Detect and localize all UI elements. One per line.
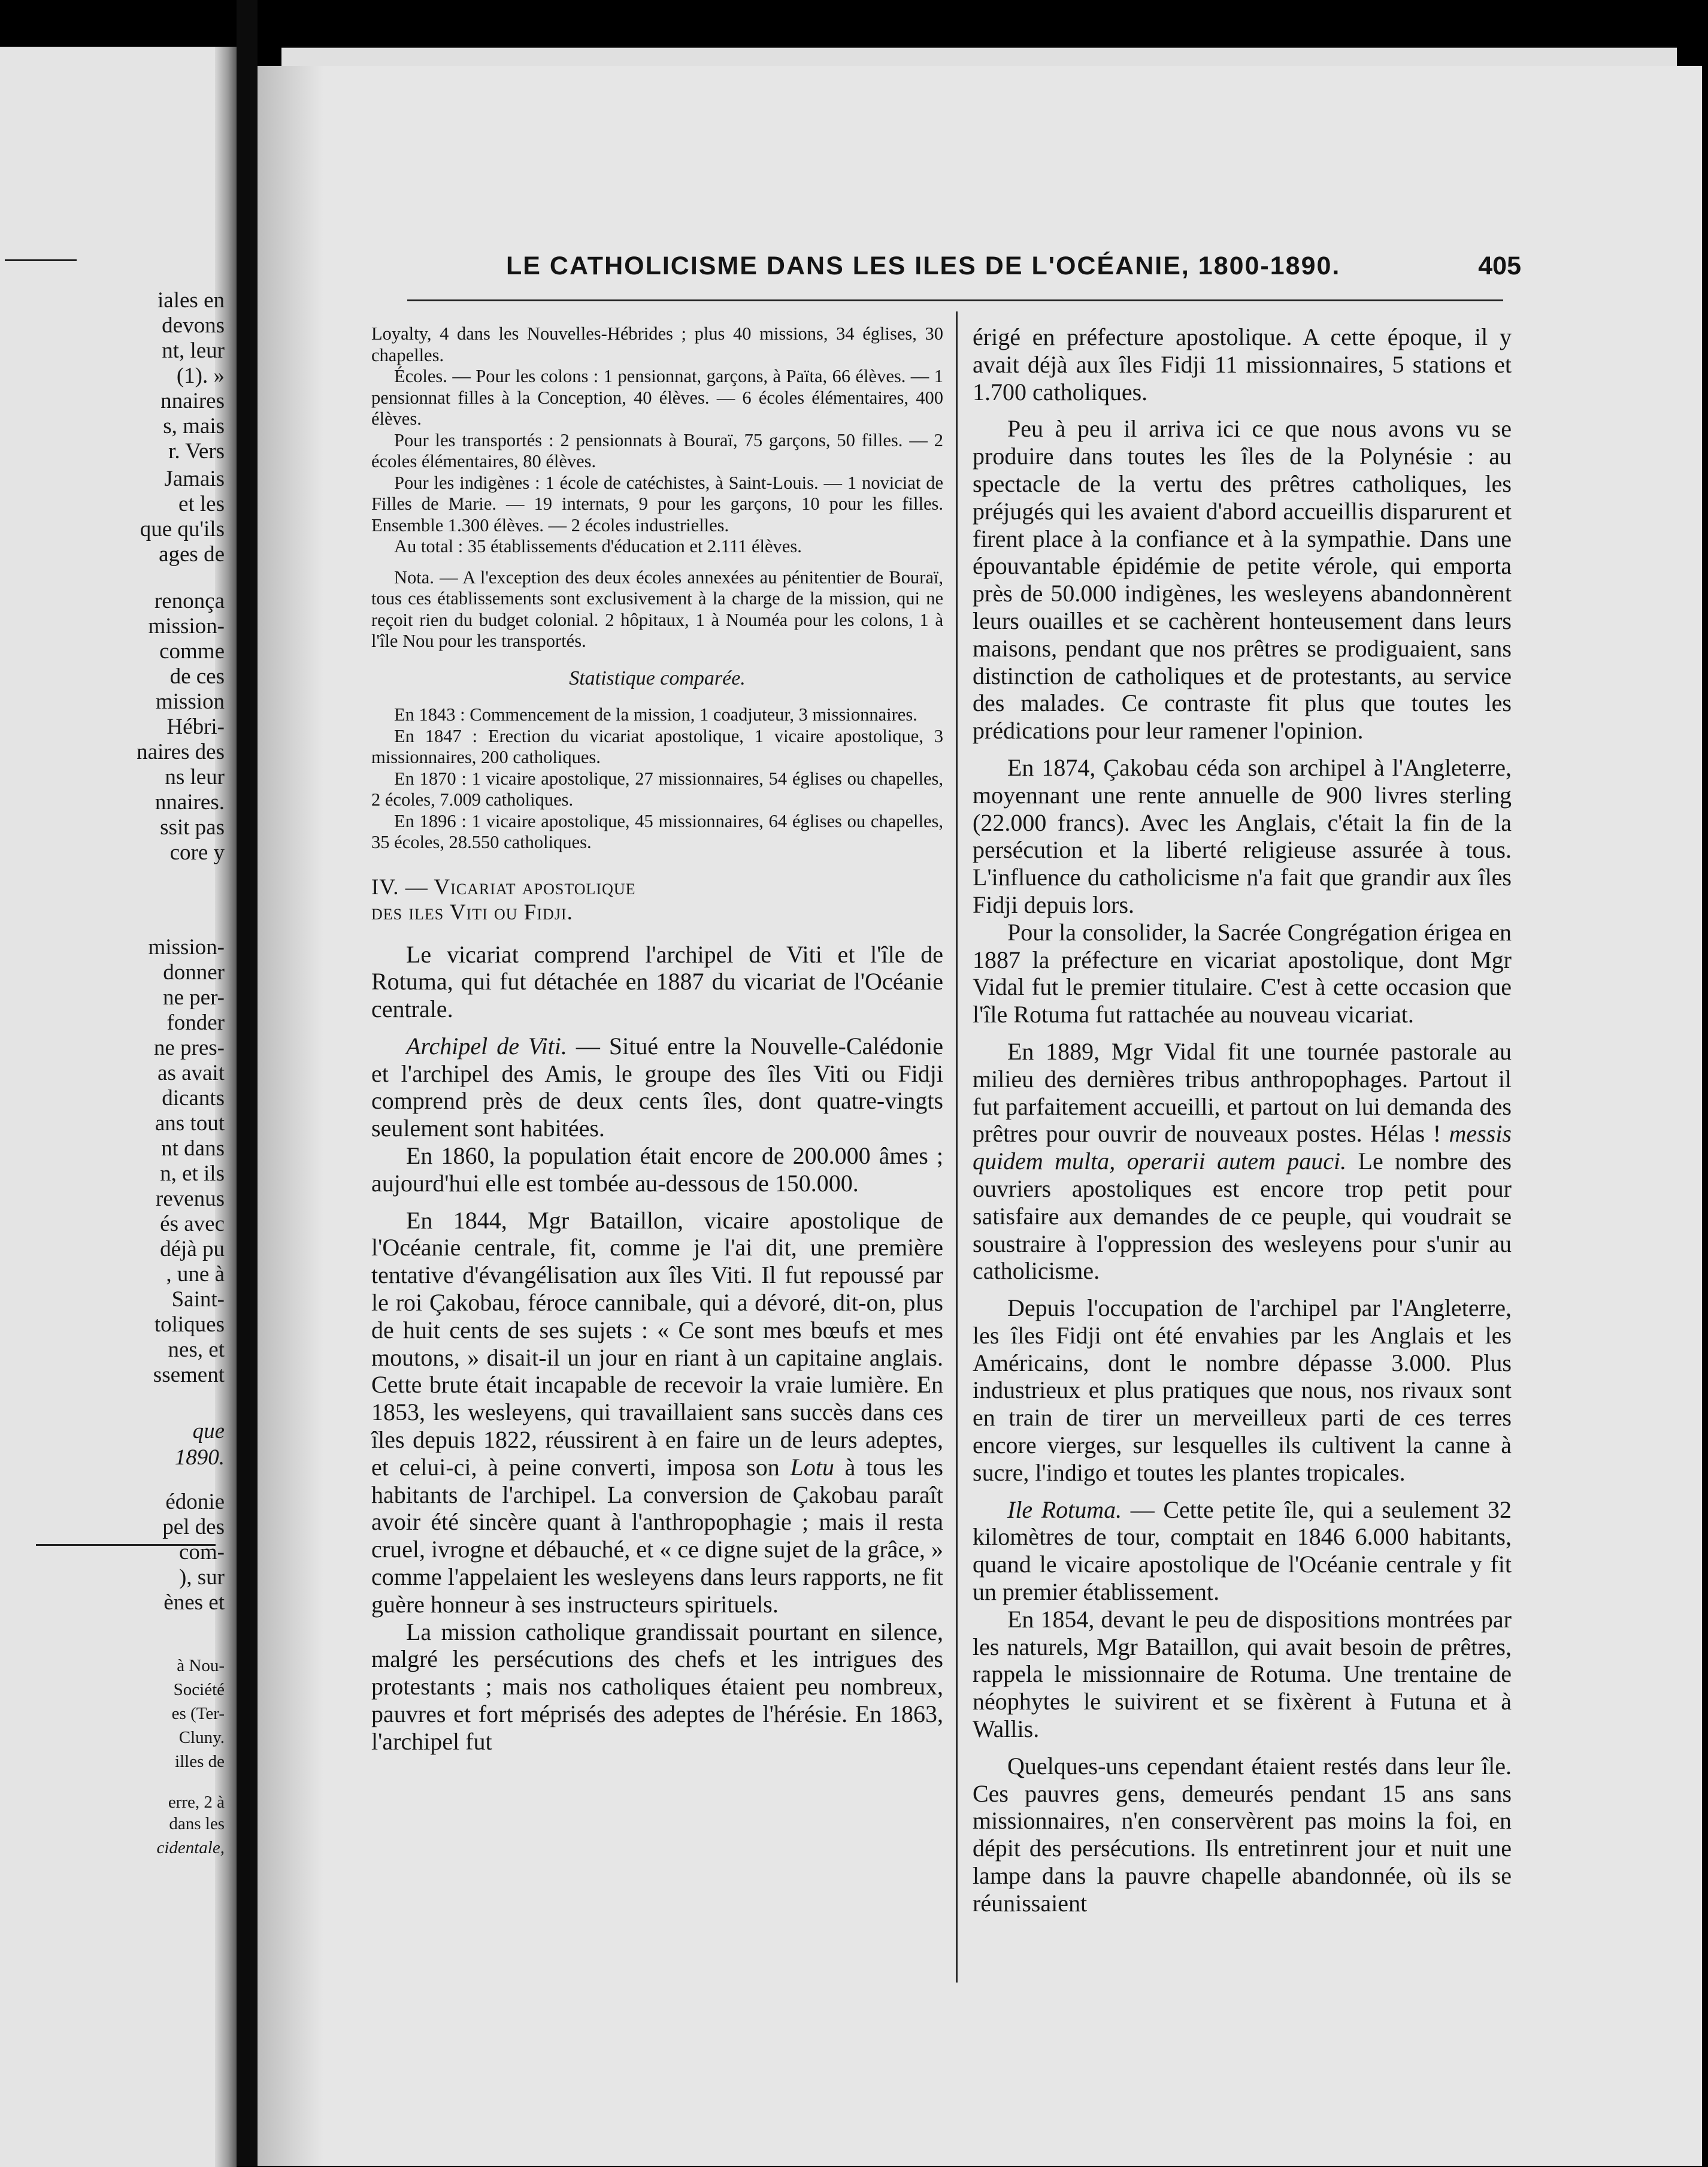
paragraph-ecoles: Écoles. — Pour les colons : 1 pensionnat, garçons, à Païta, 66 élèves. — 1 pensionnat filles à la Conception, 40 élèves. — 6 écoles élémentaires, 400 élèves. (371, 366, 943, 429)
left-page-fragment: mission (155, 689, 225, 714)
left-page-fragment: com- (178, 1540, 225, 1564)
running-header (506, 252, 1521, 293)
left-page-fragment: es (Ter- (171, 1704, 225, 1723)
left-page-fragment: iales en (158, 288, 225, 313)
left-page-fragment: cidentale, (156, 1838, 225, 1857)
paragraph-transportes: Pour les transportés : 2 pensionnats à Bouraï, 75 garçons, 50 filles. — 2 écoles élémentaires, 80 élèves. (371, 429, 943, 471)
left-page-fragment: édonie (165, 1490, 225, 1514)
left-page-fragment: à Nou- (177, 1656, 225, 1675)
left-page-fragment: fonder (166, 1010, 225, 1035)
paragraph-indigenes: Pour les indigènes : 1 école de catéchistes, à Saint-Louis. — 1 noviciat de Filles de Marie. — 19 internats, 9 pour les garçons, 10 pour les filles. Ensemble 1.300 élèves. — 2 écoles industrielles. (371, 472, 943, 535)
left-page-fragment: dans les (169, 1814, 225, 1833)
left-page-fragment: 1890. (174, 1445, 225, 1470)
paragraph-consolider: Pour la consolider, la Sacrée Congrégation érigea en 1887 la préfecture en vicariat apostolique, dont Mgr Vidal fut le premier titulaire. C'est à cette occasion que l'île Rotuma fut rattachée au nouveau vicariat. (973, 918, 1512, 1028)
paragraph-1860: En 1860, la population était encore de 200.000 âmes ; aujourd'hui elle est tombée au-dessous de 150.000. (371, 1142, 943, 1197)
left-page-fragment: mission- (148, 935, 225, 960)
left-page-fragment: Hébri- (166, 715, 225, 739)
section-title-line-1: IV. — Vicariat apostolique (371, 874, 636, 900)
left-page-fragment: naires des (137, 740, 225, 764)
left-column (371, 323, 943, 1756)
paragraph-1854: En 1854, devant le peu de dispositions montrées par les naturels, Mgr Bataillon, qui avait besoin de prêtres, rappela le missionnaire de Rotuma. Une trentaine de néophytes le suivirent et se fixèrent à Futuna et à Wallis. (973, 1605, 1512, 1743)
left-page-fragment: ne pres- (153, 1036, 225, 1060)
left-page-fragment: és avec (160, 1212, 225, 1236)
left-page-fragment: Jamais (164, 467, 225, 491)
paragraph-loyalty: Loyalty, 4 dans les Nouvelles-Hébrides ; plus 40 missions, 34 églises, 30 chapelles. (371, 323, 943, 365)
left-page-fragment: nt, leur (162, 338, 225, 363)
paragraph-1889-part-a: En 1889, Mgr Vidal fit une tournée pastorale au milieu des dernières tribus anthropophages. Partout il fut parfaitement accueilli, et partout on lui demanda des prêtres pour ouvrir de nouveaux postes. Hélas ! (973, 1037, 1512, 1148)
paragraph-total: Au total : 35 établissements d'éducation et 2.111 élèves. (394, 536, 802, 556)
statistic-1896: En 1896 : 1 vicaire apostolique, 45 missionnaires, 64 églises ou chapelles, 35 écoles, 28.550 catholiques. (371, 810, 943, 852)
left-page-fragment: ne per- (163, 985, 225, 1010)
column-divider (956, 311, 958, 1983)
statistic-1847: En 1847 : Erection du vicariat apostolique, 1 vicaire apostolique, 3 missionnaires, 200 catholiques. (371, 725, 943, 767)
left-page-fragment: toliques (154, 1312, 225, 1337)
header-rule (407, 299, 1503, 301)
page-top-edge (281, 47, 1677, 67)
paragraph-1844-part-a: En 1844, Mgr Bataillon, vicaire apostolique de l'Océanie centrale, fit, comme je l'ai dit, une première tentative d'évangélisation aux îles Viti. Il fut repoussé par le roi Çakobau, féroce cannibale, qui a dévoré, dit-on, plus de huit cents de ses sujets : « Ce sont mes bœufs et mes moutons, » disait-il un jour en riant à un capitaine anglais. Cette brute était incapable de recevoir la vraie lumière. En 1853, les wesleyens, qui travaillaient sans succès dans ces îles depuis 1822, réussirent à en faire un de leurs adeptes, et celui-ci, à peine converti, imposa son (371, 1206, 943, 1481)
paragraph-peu-a-peu: Peu à peu il arriva ici ce que nous avons vu se produire dans toutes les îles de la Polynésie : au spectacle de la vertu des prêtres catholiques, les préjugés qui les avaient d'abord accueillis disparurent et firent place à la confiance et à la sympathie. Dans une épouvantable épidémie de petite vérole, qui emporta près de 50.000 indigènes, les wesleyens abandonnèrent leurs ouailles et se cachèrent honteusement dans leurs maisons, pendant que nos prêtres se prodiguaient, sans distinction de catholiques et de protestants, au service des malades. Ce contraste fit plus que toutes les prédications pour leur ramener l'opinion. (973, 415, 1512, 744)
left-page-fragment: s, mais (163, 414, 225, 438)
paragraph-1844-part-b: à tous les habitants de l'archipel. La conversion de Çakobau paraît avoir été sincère quant à l'anthropophagie ; mais il resta cruel, ivrogne et débauché, et « ce digne sujet de la grâce, » comme l'appelaient les wesleyens dans leurs rapports, ne fit guère honneur à ses instructeurs spirituels. (371, 1453, 943, 1618)
left-page-fragment: ènes et (163, 1590, 225, 1615)
left-page-fragment: ans tout (155, 1111, 225, 1136)
left-page-fragment: r. Vers (168, 439, 225, 464)
paragraph-vicariat: Le vicariat comprend l'archipel de Viti et l'île de Rotuma, qui fut détachée en 1887 du vicariat de l'Océanie centrale. (371, 940, 943, 1023)
paragraph-1889-part-b: Le nombre des ouvriers apostoliques est encore trop petit pour satisfaire aux demandes de ce peuple, qui voudrait se soustraire à l'oppression des wesleyens pour s'unir au catholicisme. (973, 1148, 1512, 1285)
left-page-fragment: n, et ils (160, 1161, 225, 1186)
left-page-rule (5, 259, 77, 261)
page-number: 405 (1478, 252, 1521, 280)
left-page-fragment: (1). » (176, 364, 225, 388)
left-page-fragment: Saint- (171, 1287, 225, 1312)
book-gutter (237, 0, 258, 2166)
left-page-fragment: renonça (154, 589, 225, 613)
paragraph-nota: Nota. — A l'exception des deux écoles annexées au pénitentier de Bouraï, tous ces établissements sont exclusivement à la charge de la mission, qui ne reçoit rien du budget colonial. 2 hôpitaux, 1 à Nouméa pour les colons, 1 à l'île Nou pour les transportés. (371, 567, 943, 651)
paragraph-erige: érigé en préfecture apostolique. A cette époque, il y avait déjà aux îles Fidji 11 missionnaires, 5 stations et 1.700 catholiques. (973, 323, 1512, 405)
statistics-heading: Statistique comparée. (569, 667, 746, 689)
left-page-fragment: que (192, 1419, 225, 1443)
section-title-line-2: des iles Viti ou Fidji. (371, 900, 573, 925)
left-page-fragment: , une à (166, 1262, 225, 1287)
left-page-fragment: ), sur (178, 1565, 225, 1590)
rotuma-text: — Cette petite île, qui a seulement 32 kilomètres de tour, comptait en 1846 6.000 habitants, quand le vicaire apostolique de l'Océanie centrale y fit un premier établissement. (973, 1496, 1512, 1606)
left-page-fragment: dicants (162, 1086, 225, 1110)
paragraph-rotuma (973, 1496, 1512, 1606)
archipel-label: Archipel de Viti. (406, 1032, 567, 1060)
left-page-fragment: erre, 2 à (168, 1793, 225, 1812)
left-page-fragment: nes, et (168, 1337, 225, 1362)
left-page-fragment: ages de (159, 542, 225, 567)
statistic-1843: En 1843 : Commencement de la mission, 1 coadjuteur, 3 missionnaires. (394, 704, 917, 725)
rotuma-label: Ile Rotuma. (1007, 1496, 1122, 1523)
left-page-fragment: ssit pas (160, 815, 225, 840)
left-page-fragment: que qu'ils (140, 517, 225, 541)
paragraph-1889 (973, 1038, 1512, 1285)
paragraph-quelques-uns: Quelques-uns cependant étaient restés dans leur île. Ces pauvres gens, demeurés pendant 15 ans sans missionnaires, n'en conservèrent pas moins la foi, en dépit des persécutions. Ils entretinrent jour et nuit une lampe dans la pauvre chapelle abandonnée, où ils se réunissaient (973, 1752, 1512, 1917)
archipel-text: — Situé entre la Nouvelle-Calédonie et l'archipel des Amis, le groupe des îles Viti ou Fidji comprend près de deux cents îles, dont quatre-vingts seulement sont habitées. (371, 1032, 943, 1142)
left-page-fragment: core y (169, 840, 225, 865)
paragraph-archipel (371, 1033, 943, 1142)
page-curl-shade (258, 66, 323, 2166)
left-page-fragment: Société (173, 1680, 225, 1699)
left-page-fragment: et les (178, 492, 225, 516)
left-page-fragment: ssement (153, 1363, 225, 1387)
left-page-fragment: donner (163, 960, 225, 985)
left-page-fragment: de ces (169, 664, 225, 689)
left-page-fragment: devons (162, 313, 225, 338)
paragraph-mission: La mission catholique grandissait pourtant en silence, malgré les persécutions des chefs et les intrigues des protestants ; mais nos catholiques étaient peu nombreux, pauvres et fort méprisés des adeptes de l'hérésie. En 1863, l'archipel fut (371, 1618, 943, 1755)
latin-quote: messis quidem multa, operarii autem pauci. (973, 1120, 1512, 1175)
left-page-fragment: revenus (155, 1187, 225, 1211)
left-page-fragment: as avait (158, 1061, 225, 1085)
lotu-word: Lotu (790, 1453, 834, 1481)
left-page-fragment: illes de (175, 1752, 225, 1771)
running-title: LE CATHOLICISME DANS LES ILES DE L'OCÉANIE, 1800-1890. (506, 252, 1341, 280)
paragraph-1874: En 1874, Çakobau céda son archipel à l'Angleterre, moyennant une rente annuelle de 900 livres sterling (22.000 francs). Avec les Anglais, c'était la fin de la persécution et la liberté religieuse assurée à tous. L'influence du catholicisme n'a fait que grandir aux îles Fidji depuis lors. (973, 753, 1512, 918)
left-page-fragment: Cluny. (178, 1728, 225, 1747)
left-page-fragment: nnaires (160, 389, 225, 413)
left-page-fragment: ns leur (165, 765, 225, 789)
left-page-fragment: nt dans (161, 1136, 225, 1161)
paragraph-1844 (371, 1207, 943, 1618)
left-page-fragment: déjà pu (160, 1237, 225, 1261)
right-column (973, 323, 1512, 1917)
left-page-fragment: nnaires. (155, 790, 225, 815)
left-page-fragment: pel des (162, 1515, 225, 1539)
statistic-1870: En 1870 : 1 vicaire apostolique, 27 missionnaires, 54 églises ou chapelles, 2 écoles, 7.009 catholiques. (371, 768, 943, 810)
left-page-fragment: comme (159, 639, 225, 664)
paragraph-occupation: Depuis l'occupation de l'archipel par l'Angleterre, les îles Fidji ont été envahies par les Anglais et les Américains, dont le nombre dépasse 3.000. Plus industrieux et plus pratiques que nous, nos rivaux sont en train de tirer un merveilleux parti de ces terres encore vierges, sur lesquelles ils cultivent la canne à sucre, l'indigo et toutes les plantes tropicales. (973, 1294, 1512, 1486)
left-page-fragment: mission- (148, 614, 225, 638)
